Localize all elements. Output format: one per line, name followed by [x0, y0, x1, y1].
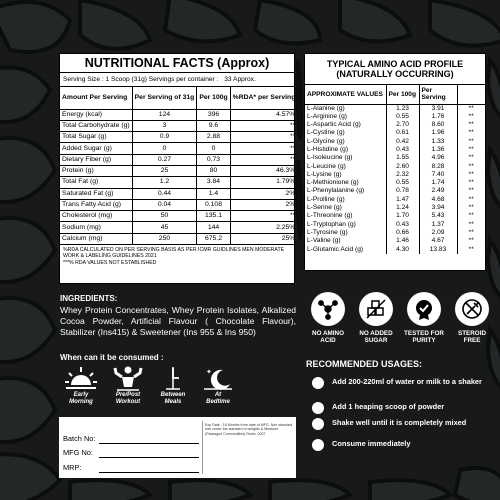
nutrient-name: Total Carbohydrate (g): [60, 120, 132, 131]
usage-step-text: Consume immediately: [332, 439, 411, 448]
amino-header-per-serving: Per Serving: [419, 85, 457, 104]
amino-row: [305, 179, 485, 187]
amino-rda: **: [457, 171, 485, 179]
rda-value: **: [230, 211, 297, 222]
amino-row: [305, 204, 485, 212]
amino-per-100g: 2.32: [386, 171, 419, 179]
per-serving-value: 0: [132, 143, 197, 154]
amino-per-100g: 0.61: [386, 129, 419, 137]
per-serving-value: 0.9: [132, 132, 197, 143]
badge-label-1: STEROID: [458, 330, 486, 337]
per-serving-value: 45: [132, 222, 197, 233]
badge-label-2: ACID: [320, 337, 336, 344]
per-serving-value: 124: [132, 109, 197, 120]
usage-step-3: [312, 418, 492, 427]
amino-per-serving: 2.49: [419, 187, 457, 195]
amino-per-serving: 8.28: [419, 163, 457, 171]
rda-value: **: [230, 132, 297, 143]
usage-step-1: [312, 377, 492, 386]
footnote-rda: %RDA CALCULATED ON PER SERVING BASIS AS PER ICMR GUIDLINES MEN MODERATE WORK & LABELING GUIDELINES 2021: [63, 247, 285, 260]
water-drop-icon: [312, 377, 324, 389]
timing-label-1: Early: [73, 392, 89, 398]
amino-rda: **: [457, 163, 485, 171]
nutrient-name: Trans Fatty Acid (g): [60, 199, 132, 210]
per-100g-value: 0.108: [197, 199, 230, 210]
amino-name: L-Histidine (g): [307, 145, 349, 153]
amino-per-100g: 0.43: [386, 146, 419, 154]
amino-title-line2: (NATURALLY OCCURRING): [336, 69, 454, 79]
usage-heading: RECOMMENDED USAGES:: [306, 359, 423, 369]
per-serving-value: 0.04: [132, 199, 197, 210]
badge-label-1: NO AMINO: [312, 330, 344, 337]
amino-per-100g: 0.42: [386, 138, 419, 146]
mrp-label: MRP:: [63, 463, 82, 472]
timing-label-2: Morning: [69, 399, 93, 405]
moon-stars-icon: [201, 365, 235, 391]
amino-header-blank: [457, 85, 485, 104]
amino-row: [305, 212, 485, 220]
amino-rda: **: [457, 212, 485, 220]
batch-info-box: [59, 417, 296, 478]
per-100g-value: 135.1: [197, 211, 230, 222]
badge-label-1: TESTED FOR: [404, 330, 444, 337]
amino-per-100g: 1.70: [386, 212, 419, 220]
amino-per-serving: 1.96: [419, 129, 457, 137]
amino-name: L-Methionione (g): [307, 179, 359, 187]
amino-per-serving: 8.60: [419, 121, 457, 129]
amino-table-header: [305, 85, 485, 104]
amino-acid-panel: [304, 53, 486, 271]
amino-name: L-Tryptophan (g): [307, 220, 356, 228]
nutrition-row: [60, 154, 297, 165]
timing-workout: [103, 365, 153, 406]
batch-line: [99, 443, 199, 444]
badge-label-2: PURITY: [412, 337, 436, 344]
rda-value: 46.3%: [230, 165, 297, 176]
amino-per-serving: 2.09: [419, 229, 457, 237]
per-100g-value: 80: [197, 165, 230, 176]
serving-size-text: Serving Size : 1 Scoop (31g) Servings per container :: [63, 76, 219, 83]
amino-per-serving: 1.74: [419, 179, 457, 187]
badge-label-1: NO ADDED: [359, 330, 393, 337]
amino-rda: **: [457, 113, 485, 121]
amino-row: [305, 138, 485, 146]
amino-name: L-Arginine (g): [307, 112, 347, 120]
amino-name: L-Leucine (g): [307, 162, 346, 170]
amino-per-serving: 1.76: [419, 113, 457, 121]
amino-per-100g: 1.23: [386, 104, 419, 113]
amino-row: [305, 171, 485, 179]
usage-step-text: Shake well until it is completely mixed: [332, 418, 467, 427]
amino-row: [305, 163, 485, 171]
batch-divider: [202, 421, 203, 474]
nutrition-row: [60, 233, 297, 244]
amino-row: [305, 229, 485, 237]
nutrient-name: Calcium (mg): [60, 233, 132, 244]
amino-rda: **: [457, 196, 485, 204]
timing-early-morning: [56, 365, 106, 406]
amino-rda: **: [457, 246, 485, 254]
timing-bedtime: [193, 365, 243, 406]
header-amount: Amount Per Serving: [60, 87, 132, 109]
amino-name: L-Tyrosine (g): [307, 228, 348, 236]
nutrient-name: Saturated Fat (g): [60, 188, 132, 199]
amino-row: [305, 121, 485, 129]
rda-value: **: [230, 120, 297, 131]
amino-name: L-Cystine (g): [307, 129, 345, 137]
amino-title-line1: TYPICAL AMINO ACID PROFILE: [326, 59, 464, 69]
per-100g-value: 2.88: [197, 132, 230, 143]
amino-per-100g: 1.47: [386, 196, 419, 204]
scoop-icon: [312, 402, 324, 414]
footnote-not-established: ***% RDA VALUES NOT ESTABLISHED: [63, 259, 157, 266]
nutrition-table: [60, 87, 297, 245]
rda-value: **: [230, 143, 297, 154]
nutrient-name: Energy (kcal): [60, 109, 132, 120]
amino-row: [305, 246, 485, 254]
ingredients-heading: INGREDIENTS:: [60, 294, 118, 303]
usage-step-4: [312, 439, 492, 448]
timing-between-meals: [148, 365, 198, 406]
nutrition-row: [60, 222, 297, 233]
amino-rda: **: [457, 179, 485, 187]
amino-rda: **: [457, 104, 485, 113]
per-100g-value: 144: [197, 222, 230, 233]
header-rda: %RDA* per Serving: [230, 87, 297, 109]
usage-step-text: Add 1 heaping scoop of powder: [332, 402, 445, 411]
amino-table: [305, 85, 485, 254]
amino-rda: **: [457, 138, 485, 146]
per-serving-value: 250: [132, 233, 197, 244]
amino-per-100g: 0.55: [386, 179, 419, 187]
header-per-serving: Per Serving of 31g: [132, 87, 197, 109]
rda-value: 25%: [230, 233, 297, 244]
usage-step-text: Add 200-220ml of water or milk to a shaker: [332, 377, 482, 386]
amino-per-serving: 7.40: [419, 171, 457, 179]
amino-per-100g: 0.55: [386, 113, 419, 121]
badge-steroid-free: [448, 292, 496, 344]
svg-text:✦: ✦: [211, 376, 216, 382]
timing-label-2: Workout: [115, 399, 141, 405]
nutrition-row: [60, 188, 297, 199]
amino-per-100g: 2.70: [386, 121, 419, 129]
amino-per-serving: 13.83: [419, 246, 457, 254]
amino-name: L-Valine (g): [307, 237, 341, 245]
header-per-100g: Per 100g: [197, 87, 230, 109]
per-serving-value: 0.27: [132, 154, 197, 165]
amino-per-serving: 4.68: [419, 196, 457, 204]
molecule-crossed-icon: [316, 297, 340, 321]
amino-per-serving: 5.43: [419, 212, 457, 220]
bottle-icon: [312, 439, 324, 451]
amino-rda: **: [457, 146, 485, 154]
amino-header-values: APPROXIMATE VALUES: [305, 85, 386, 104]
mfg-label: MFG No:: [63, 448, 93, 457]
timing-label-2: Meals: [164, 399, 182, 405]
amino-name: L-Glycine (g): [307, 137, 345, 145]
rda-value: **: [230, 154, 297, 165]
amino-row: [305, 196, 485, 204]
certified-check-icon: [412, 297, 436, 321]
amino-row: [305, 187, 485, 195]
amino-name: L-Threonine (g): [307, 212, 353, 220]
nutrient-name: Cholesterol (mg): [60, 211, 132, 222]
per-serving-value: 0.44: [132, 188, 197, 199]
usage-step-2: [312, 402, 492, 411]
amino-per-serving: 3.94: [419, 204, 457, 212]
timing-label-2: Bedtime: [206, 399, 230, 405]
amino-per-serving: 1.37: [419, 221, 457, 229]
amino-per-100g: 0.43: [386, 221, 419, 229]
per-100g-value: 3.84: [197, 177, 230, 188]
per-100g-value: 0: [197, 143, 230, 154]
nutrient-name: Protein (g): [60, 165, 132, 176]
amino-row: [305, 146, 485, 154]
timing-label-1: At: [214, 392, 222, 398]
nutrition-table-header: [60, 87, 297, 109]
rda-value: 1.79%: [230, 177, 297, 188]
nutrition-title: NUTRITIONAL FACTS (Approx): [60, 54, 294, 73]
amino-per-serving: 4.67: [419, 237, 457, 245]
timing-label-1: Between: [160, 392, 186, 398]
amino-per-serving: 3.91: [419, 104, 457, 113]
ingredients-text: Whey Protein Concentrates, Whey Protein Isolates, Alkalized Cocoa Powder, Artificial Flavour ( Chocolate Flavour), Stabilizer (Ins415) & Sweetener (Ins 955 & Ins 950): [60, 305, 296, 337]
servings-count: 33 Approx.: [224, 76, 256, 83]
nutrition-facts-panel: [59, 53, 295, 284]
mrp-line: [99, 472, 199, 473]
sugar-cubes-icon: [364, 297, 388, 321]
amino-per-serving: 1.33: [419, 138, 457, 146]
amino-name: L-Glutamic Acid (g): [307, 245, 364, 253]
amino-row: [305, 154, 485, 162]
amino-per-100g: 1.46: [386, 237, 419, 245]
mfg-line: [99, 457, 199, 458]
nutrition-row: [60, 199, 297, 210]
amino-rda: **: [457, 204, 485, 212]
amino-name: L-Aspartic Acid (g): [307, 121, 361, 129]
rda-value: 2.25%: [230, 222, 297, 233]
nutrition-row: [60, 177, 297, 188]
amino-row: [305, 104, 485, 113]
amino-row: [305, 129, 485, 137]
sunrise-icon: [64, 365, 98, 391]
nutrient-name: Sodium (mg): [60, 222, 132, 233]
nutrition-row: [60, 165, 297, 176]
nutrition-row: [60, 132, 297, 143]
rda-value: 4.57%: [230, 109, 297, 120]
amino-rda: **: [457, 121, 485, 129]
svg-text:✦: ✦: [206, 368, 212, 376]
nutrition-row: [60, 109, 297, 120]
flexing-person-icon: [111, 365, 145, 391]
batch-note: Exp Date : 18 Months from date of MFG. Non standard size under the standard of weights & Measure (Packaged Commodities) Rules, 2007: [205, 423, 293, 436]
amino-name: L-Serine (g): [307, 204, 342, 212]
per-100g-value: 675.2: [197, 233, 230, 244]
amino-rda: **: [457, 237, 485, 245]
amino-name: L-Isoleucine (g): [307, 154, 353, 162]
amino-name: L-Prolline (g): [307, 195, 345, 203]
per-100g-value: 1.4: [197, 188, 230, 199]
amino-per-serving: 1.36: [419, 146, 457, 154]
per-serving-value: 25: [132, 165, 197, 176]
amino-rda: **: [457, 221, 485, 229]
clock-icon: [156, 365, 190, 391]
badge-label-2: SUGAR: [364, 337, 388, 344]
amino-rda: **: [457, 129, 485, 137]
rda-value: 2%: [230, 188, 297, 199]
nutrition-row: [60, 211, 297, 222]
amino-per-100g: 2.60: [386, 163, 419, 171]
timing-label-1: Pre/Post: [115, 392, 141, 398]
nutrition-row: [60, 143, 297, 154]
amino-name: L-Alanine (g): [307, 104, 345, 112]
rda-value: 2%: [230, 199, 297, 210]
amino-per-100g: 0.66: [386, 229, 419, 237]
badge-no-amino-acid: [304, 292, 352, 344]
amino-rda: **: [457, 154, 485, 162]
per-100g-value: 9.6: [197, 120, 230, 131]
amino-per-100g: 1.24: [386, 204, 419, 212]
nutrient-name: Dietary Fiber (g): [60, 154, 132, 165]
syringe-crossed-icon: [460, 297, 484, 321]
batch-label: Batch No:: [63, 434, 96, 443]
consumption-heading: When can it be consumed :: [60, 353, 164, 362]
amino-name: L-Lysine (g): [307, 170, 342, 178]
per-100g-value: 396: [197, 109, 230, 120]
amino-row: [305, 221, 485, 229]
per-100g-value: 0.73: [197, 154, 230, 165]
shaker-icon: [312, 418, 324, 430]
badge-label-2: FREE: [463, 337, 481, 344]
serving-size-line: [60, 73, 294, 87]
amino-row: [305, 237, 485, 245]
per-serving-value: 50: [132, 211, 197, 222]
amino-name: L-Phenylalanine (g): [307, 187, 365, 195]
badge-tested-purity: [400, 292, 448, 344]
badge-no-added-sugar: [352, 292, 400, 344]
per-serving-value: 1.2: [132, 177, 197, 188]
amino-header-per-100g: Per 100g: [386, 85, 419, 104]
amino-per-100g: 0.78: [386, 187, 419, 195]
amino-per-100g: 4.30: [386, 246, 419, 254]
amino-per-serving: 4.96: [419, 154, 457, 162]
amino-per-100g: 1.55: [386, 154, 419, 162]
amino-title: [305, 54, 485, 85]
amino-rda: **: [457, 229, 485, 237]
nutrition-footnotes: [60, 245, 294, 266]
amino-rda: **: [457, 187, 485, 195]
nutrient-name: Total Fat (g): [60, 177, 132, 188]
nutrition-row: [60, 120, 297, 131]
nutrient-name: Added Sugar (g): [60, 143, 132, 154]
nutrient-name: Total Sugar (g): [60, 132, 132, 143]
amino-row: [305, 113, 485, 121]
per-serving-value: 3: [132, 120, 197, 131]
